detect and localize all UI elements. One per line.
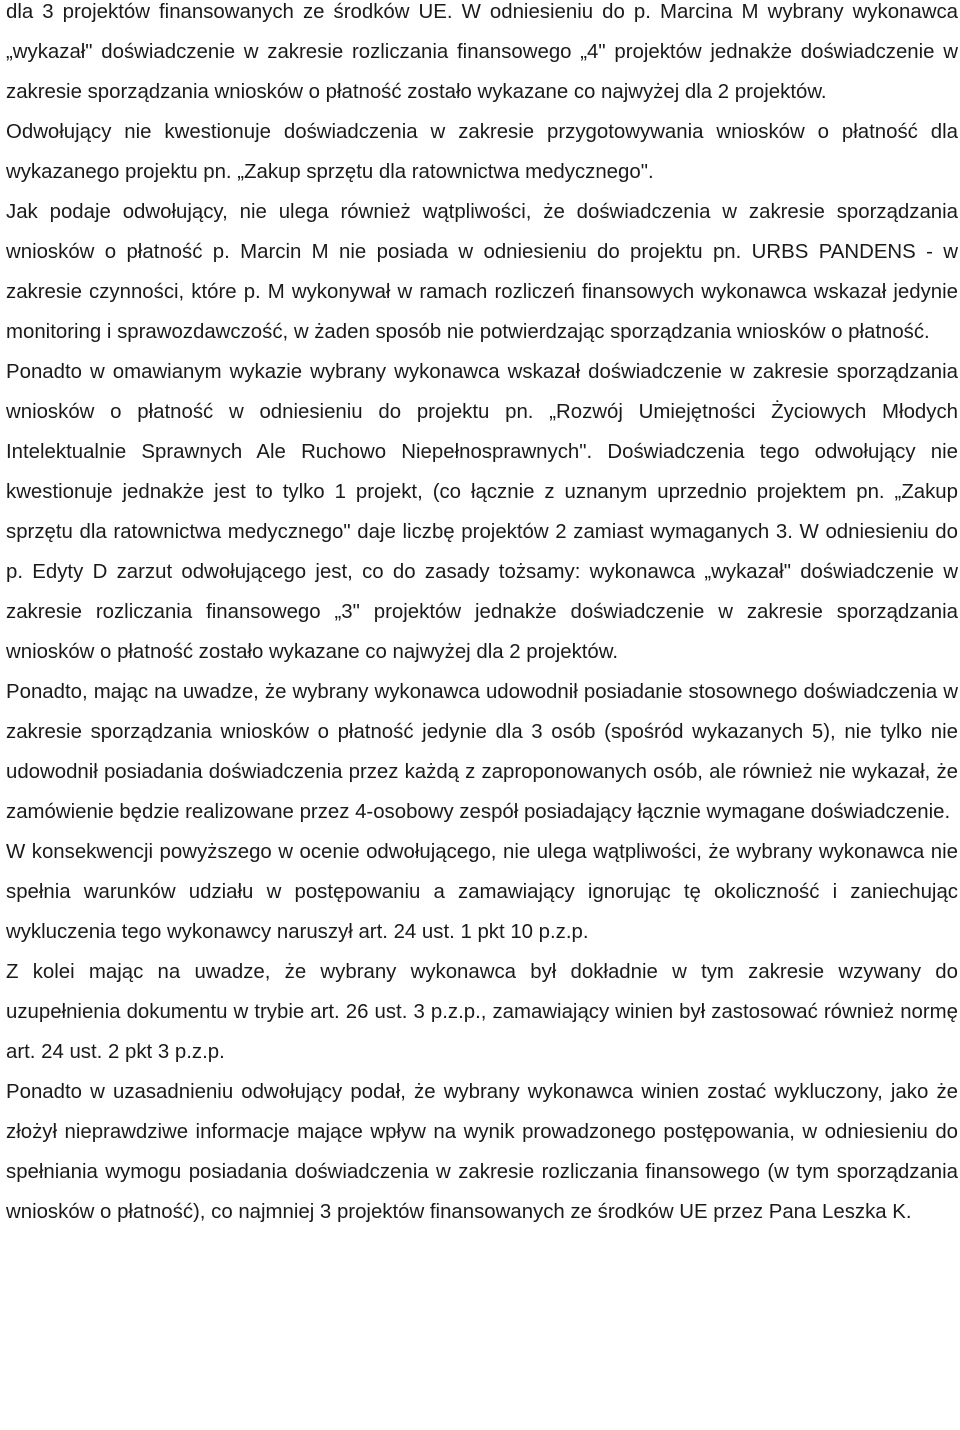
paragraph: Z kolei mając na uwadze, że wybrany wykonawca był dokładnie w tym zakresie wzywany do uzupełnienia dokumentu w trybie art. 26 ust. 3 p.z.p., zamawiający winien był zastosować również normę art. 24 ust. 2 pkt 3 p.z.p. (6, 961, 958, 1063)
paragraph: Jak podaje odwołujący, nie ulega również wątpliwości, że doświadczenia w zakresie sporządzania wniosków o płatność p. Marcin M nie posiada w odniesieniu do projektu pn. URBS PANDENS - w zakresie czynności, które p. M wykonywał w ramach rozliczeń finansowych wykonawca wskazał jedynie monitoring i sprawozdawczość, w żaden sposób nie potwierdzając sporządzania wniosków o płatność. (6, 201, 958, 343)
paragraph: dla 3 projektów finansowanych ze środków UE. W odniesieniu do p. Marcina M wybrany wykonawca „wykazał" doświadczenie w zakresie rozliczania finansowego „4" projektów jednakże doświadczenie w zakresie sporządzania wniosków o płatność zostało wykazane co najwyżej dla 2 projektów. (6, 1, 958, 103)
document-page (6, 0, 958, 1232)
paragraph: Ponadto w omawianym wykazie wybrany wykonawca wskazał doświadczenie w zakresie sporządzania wniosków o płatność w odniesieniu do projektu pn. „Rozwój Umiejętności Życiowych Młodych Intelektualnie Sprawnych Ale Ruchowo Niepełnosprawnych". Doświadczenia tego odwołujący nie kwestionuje jednakże jest to tylko 1 projekt, (co łącznie z uznanym uprzednio projektem pn. „Zakup sprzętu dla ratownictwa medycznego" daje liczbę projektów 2 zamiast wymaganych 3. W odniesieniu do p. Edyty D zarzut odwołującego jest, co do zasady tożsamy: wykonawca „wykazał" doświadczenie w zakresie rozliczania finansowego „3" projektów jednakże doświadczenie w zakresie sporządzania wniosków o płatność zostało wykazane co najwyżej dla 2 projektów. (6, 361, 958, 663)
paragraph: Odwołujący nie kwestionuje doświadczenia w zakresie przygotowywania wniosków o płatność dla wykazanego projektu pn. „Zakup sprzętu dla ratownictwa medycznego". (6, 121, 958, 183)
paragraph: Ponadto, mając na uwadze, że wybrany wykonawca udowodnił posiadanie stosownego doświadczenia w zakresie sporządzania wniosków o płatność jedynie dla 3 osób (spośród wykazanych 5), nie tylko nie udowodnił posiadania doświadczenia przez każdą z zaproponowanych osób, ale również nie wykazał, że zamówienie będzie realizowane przez 4-osobowy zespół posiadający łącznie wymagane doświadczenie. (6, 681, 958, 823)
paragraph: Ponadto w uzasadnieniu odwołujący podał, że wybrany wykonawca winien zostać wykluczony, jako że złożył nieprawdziwe informacje mające wpływ na wynik prowadzonego postępowania, w odniesieniu do spełniania wymogu posiadania doświadczenia w zakresie rozliczania finansowego (w tym sporządzania wniosków o płatność), co najmniej 3 projektów finansowanych ze środków UE przez Pana Leszka K. (6, 1081, 958, 1223)
paragraph: W konsekwencji powyższego w ocenie odwołującego, nie ulega wątpliwości, że wybrany wykonawca nie spełnia warunków udziału w postępowaniu a zamawiający ignorując tę okoliczność i zaniechując wykluczenia tego wykonawcy naruszył art. 24 ust. 1 pkt 10 p.z.p. (6, 841, 958, 943)
